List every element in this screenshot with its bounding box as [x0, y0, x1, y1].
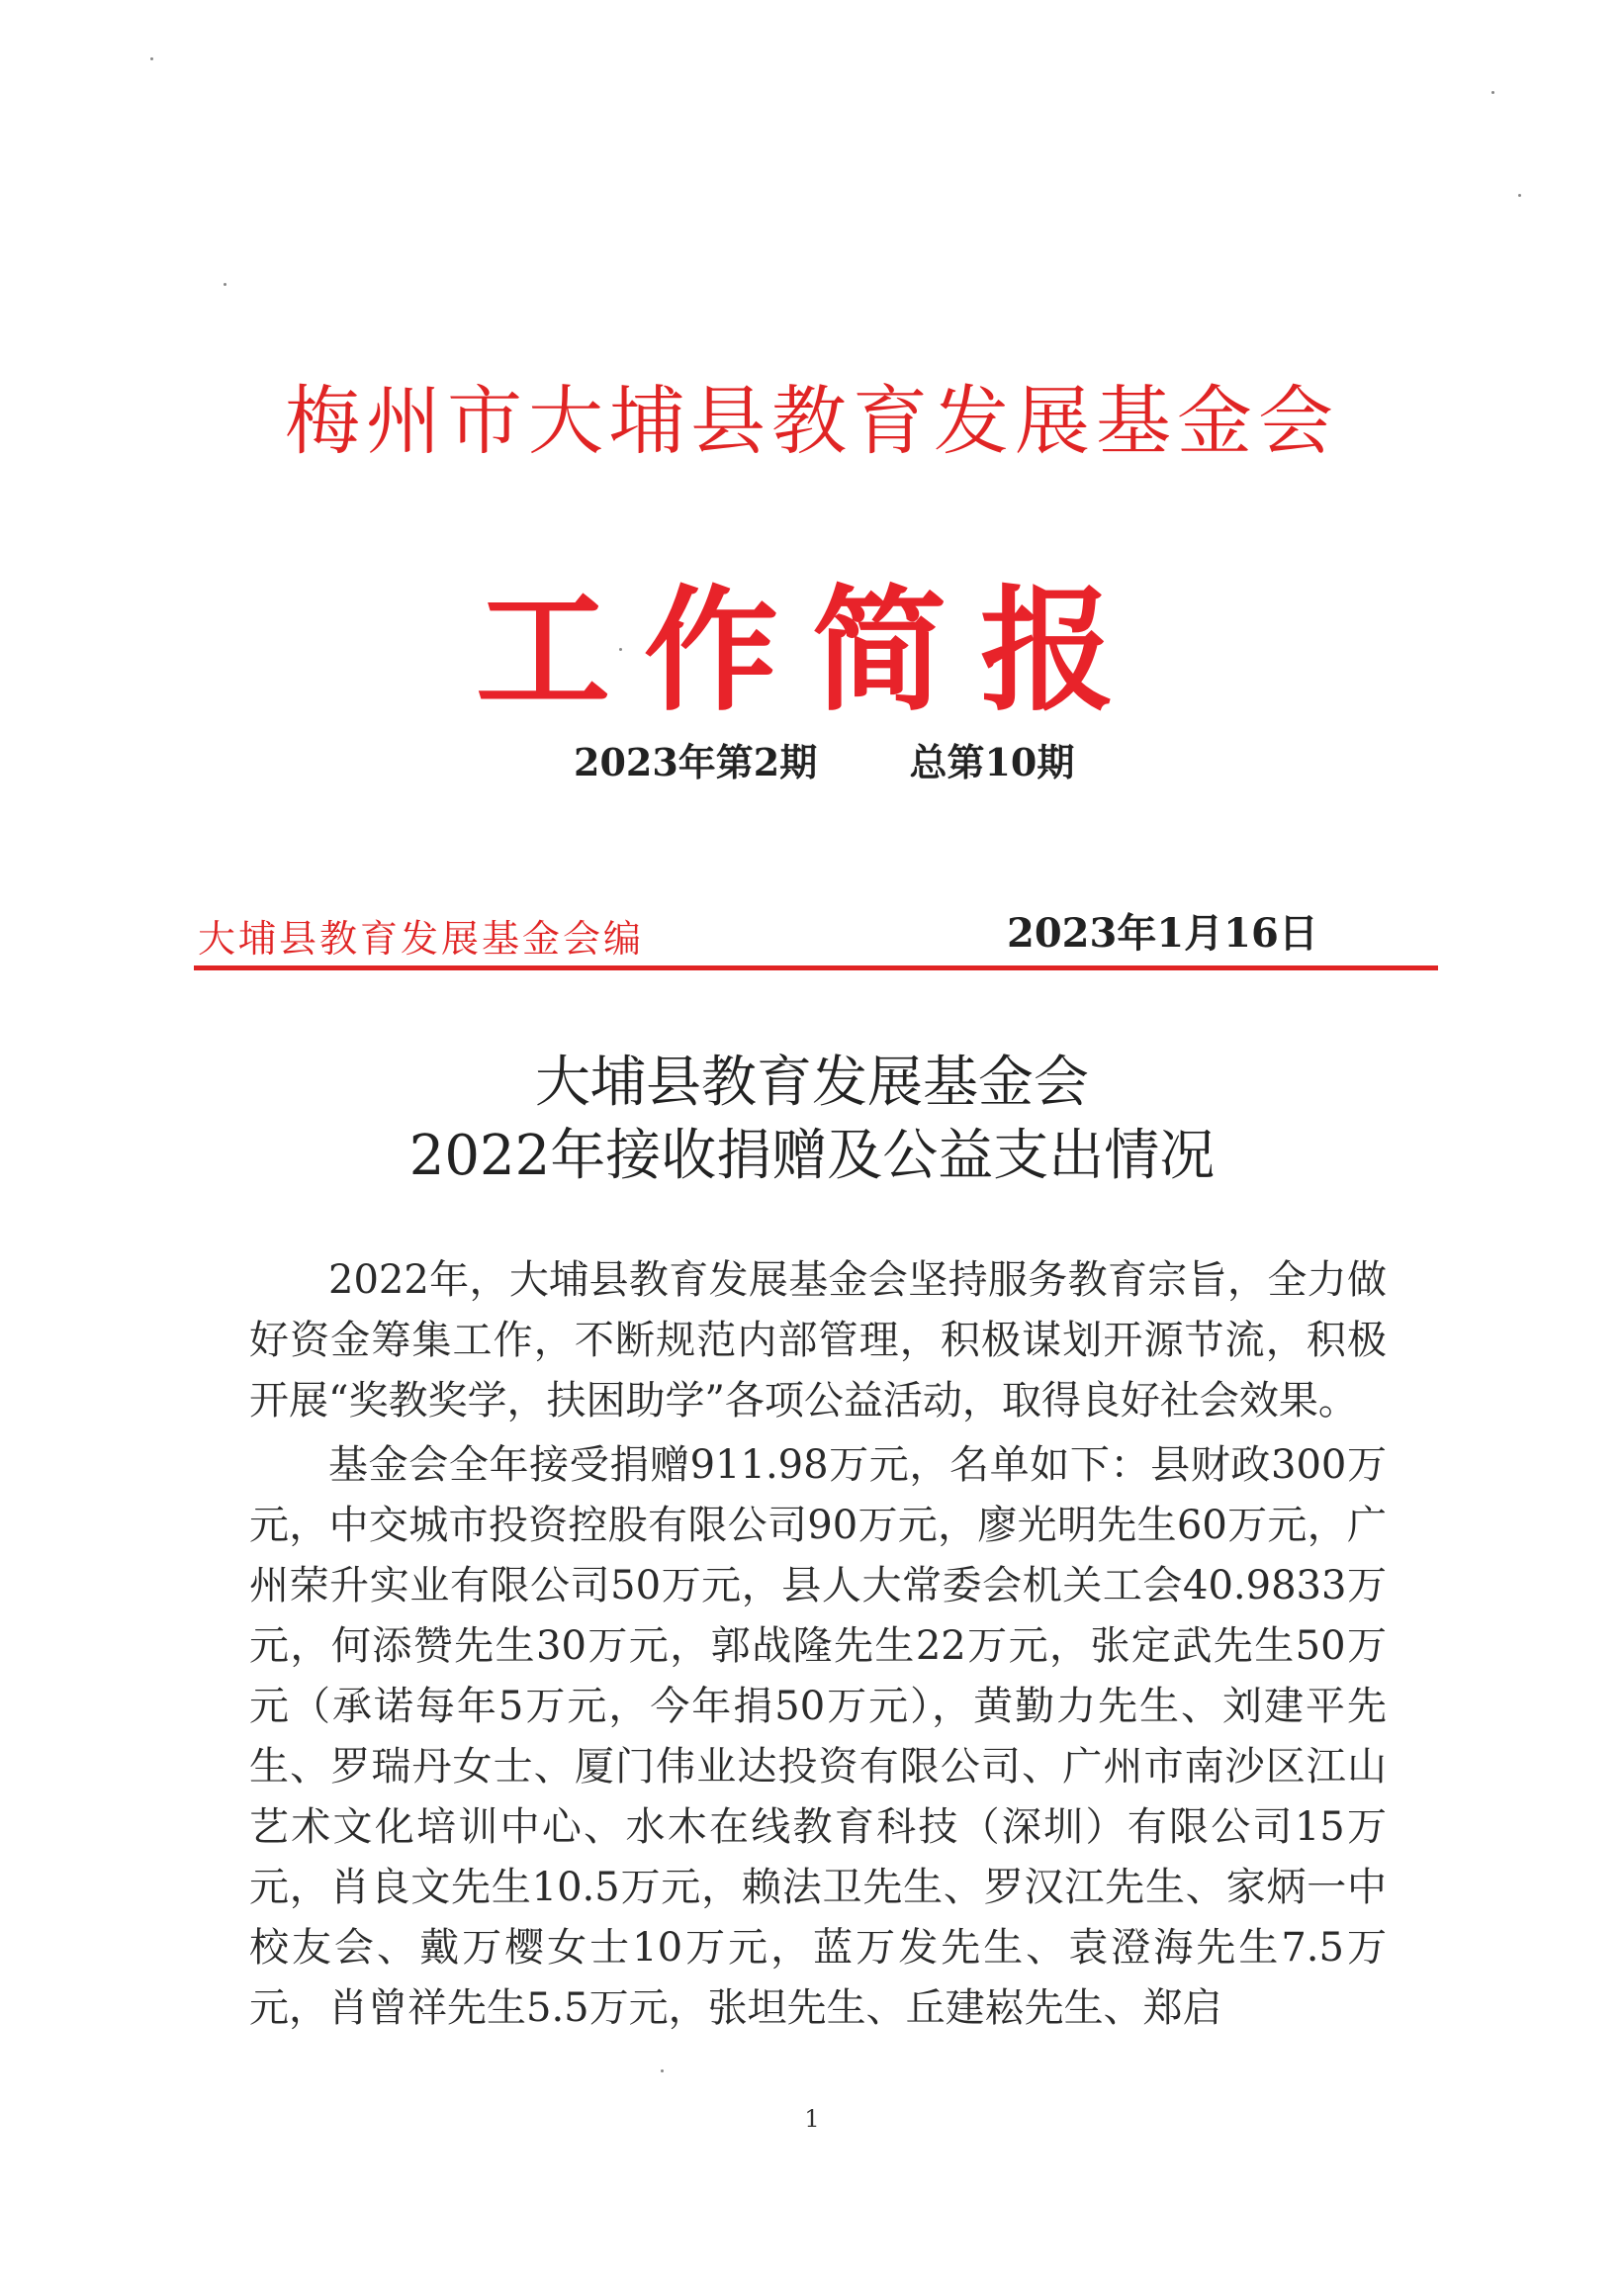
scan-speck — [661, 2069, 664, 2072]
document-title-line-2: 2022年接收捐赠及公益支出情况 — [408, 1124, 1216, 1188]
editor-credit: 大埔县教育发展基金会编 — [198, 917, 645, 961]
document-title — [0, 1047, 1624, 1193]
organization-title: 梅州市大埔县教育发展基金会 — [285, 377, 1339, 465]
document-body — [249, 1250, 1387, 2043]
paragraph: 2022年，大埔县教育发展基金会坚持服务教育宗旨，全力做好资金筹集工作，不断规范内部管理，积极谋划开源节流，积极开展“奖教奖学，扶困助学”各项公益活动，取得良好社会效果。 — [249, 1257, 1387, 1423]
issue-line — [574, 732, 1153, 786]
scan-speck — [1518, 194, 1521, 197]
issue-date: 2023年1月16日 — [1007, 910, 1318, 957]
scan-speck — [150, 57, 153, 60]
red-divider — [194, 965, 1438, 970]
scan-speck — [1491, 91, 1494, 94]
page-number: 1 — [804, 2105, 820, 2133]
total-issue-number: 总第10期 — [909, 740, 1075, 784]
scan-speck — [224, 283, 226, 286]
briefing-title: 工作简报 — [476, 574, 1148, 730]
issue-number: 2023年第2期 — [574, 740, 818, 784]
document-title-line-1: 大埔县教育发展基金会 — [535, 1051, 1089, 1115]
paragraph: 基金会全年接受捐赠911.98万元，名单如下：县财政300万元，中交城市投资控股有限公司90万元，廖光明先生60万元，广州荣升实业有限公司50万元，县人大常委会机关工会40.9833万元，何添赞先生30万元，郭战隆先生22万元，张定武先生50万元（承诺每年5万元，今年捐50万元），黄勤力先生、刘建平先生、罗瑞丹女士、厦门伟业达投资有限公司、广州市南沙区江山艺术文化培训中心、水木在线教育科技（深圳）有限公司15万元，肖良文先生10.5万元，赖法卫先生、罗汉江先生、家炳一中校友会、戴万樱女士10万元，蓝万发先生、袁澄海先生7.5万元，肖曾祥先生5.5万元，张坦先生、丘建崧先生、郑启 — [249, 1442, 1387, 2031]
